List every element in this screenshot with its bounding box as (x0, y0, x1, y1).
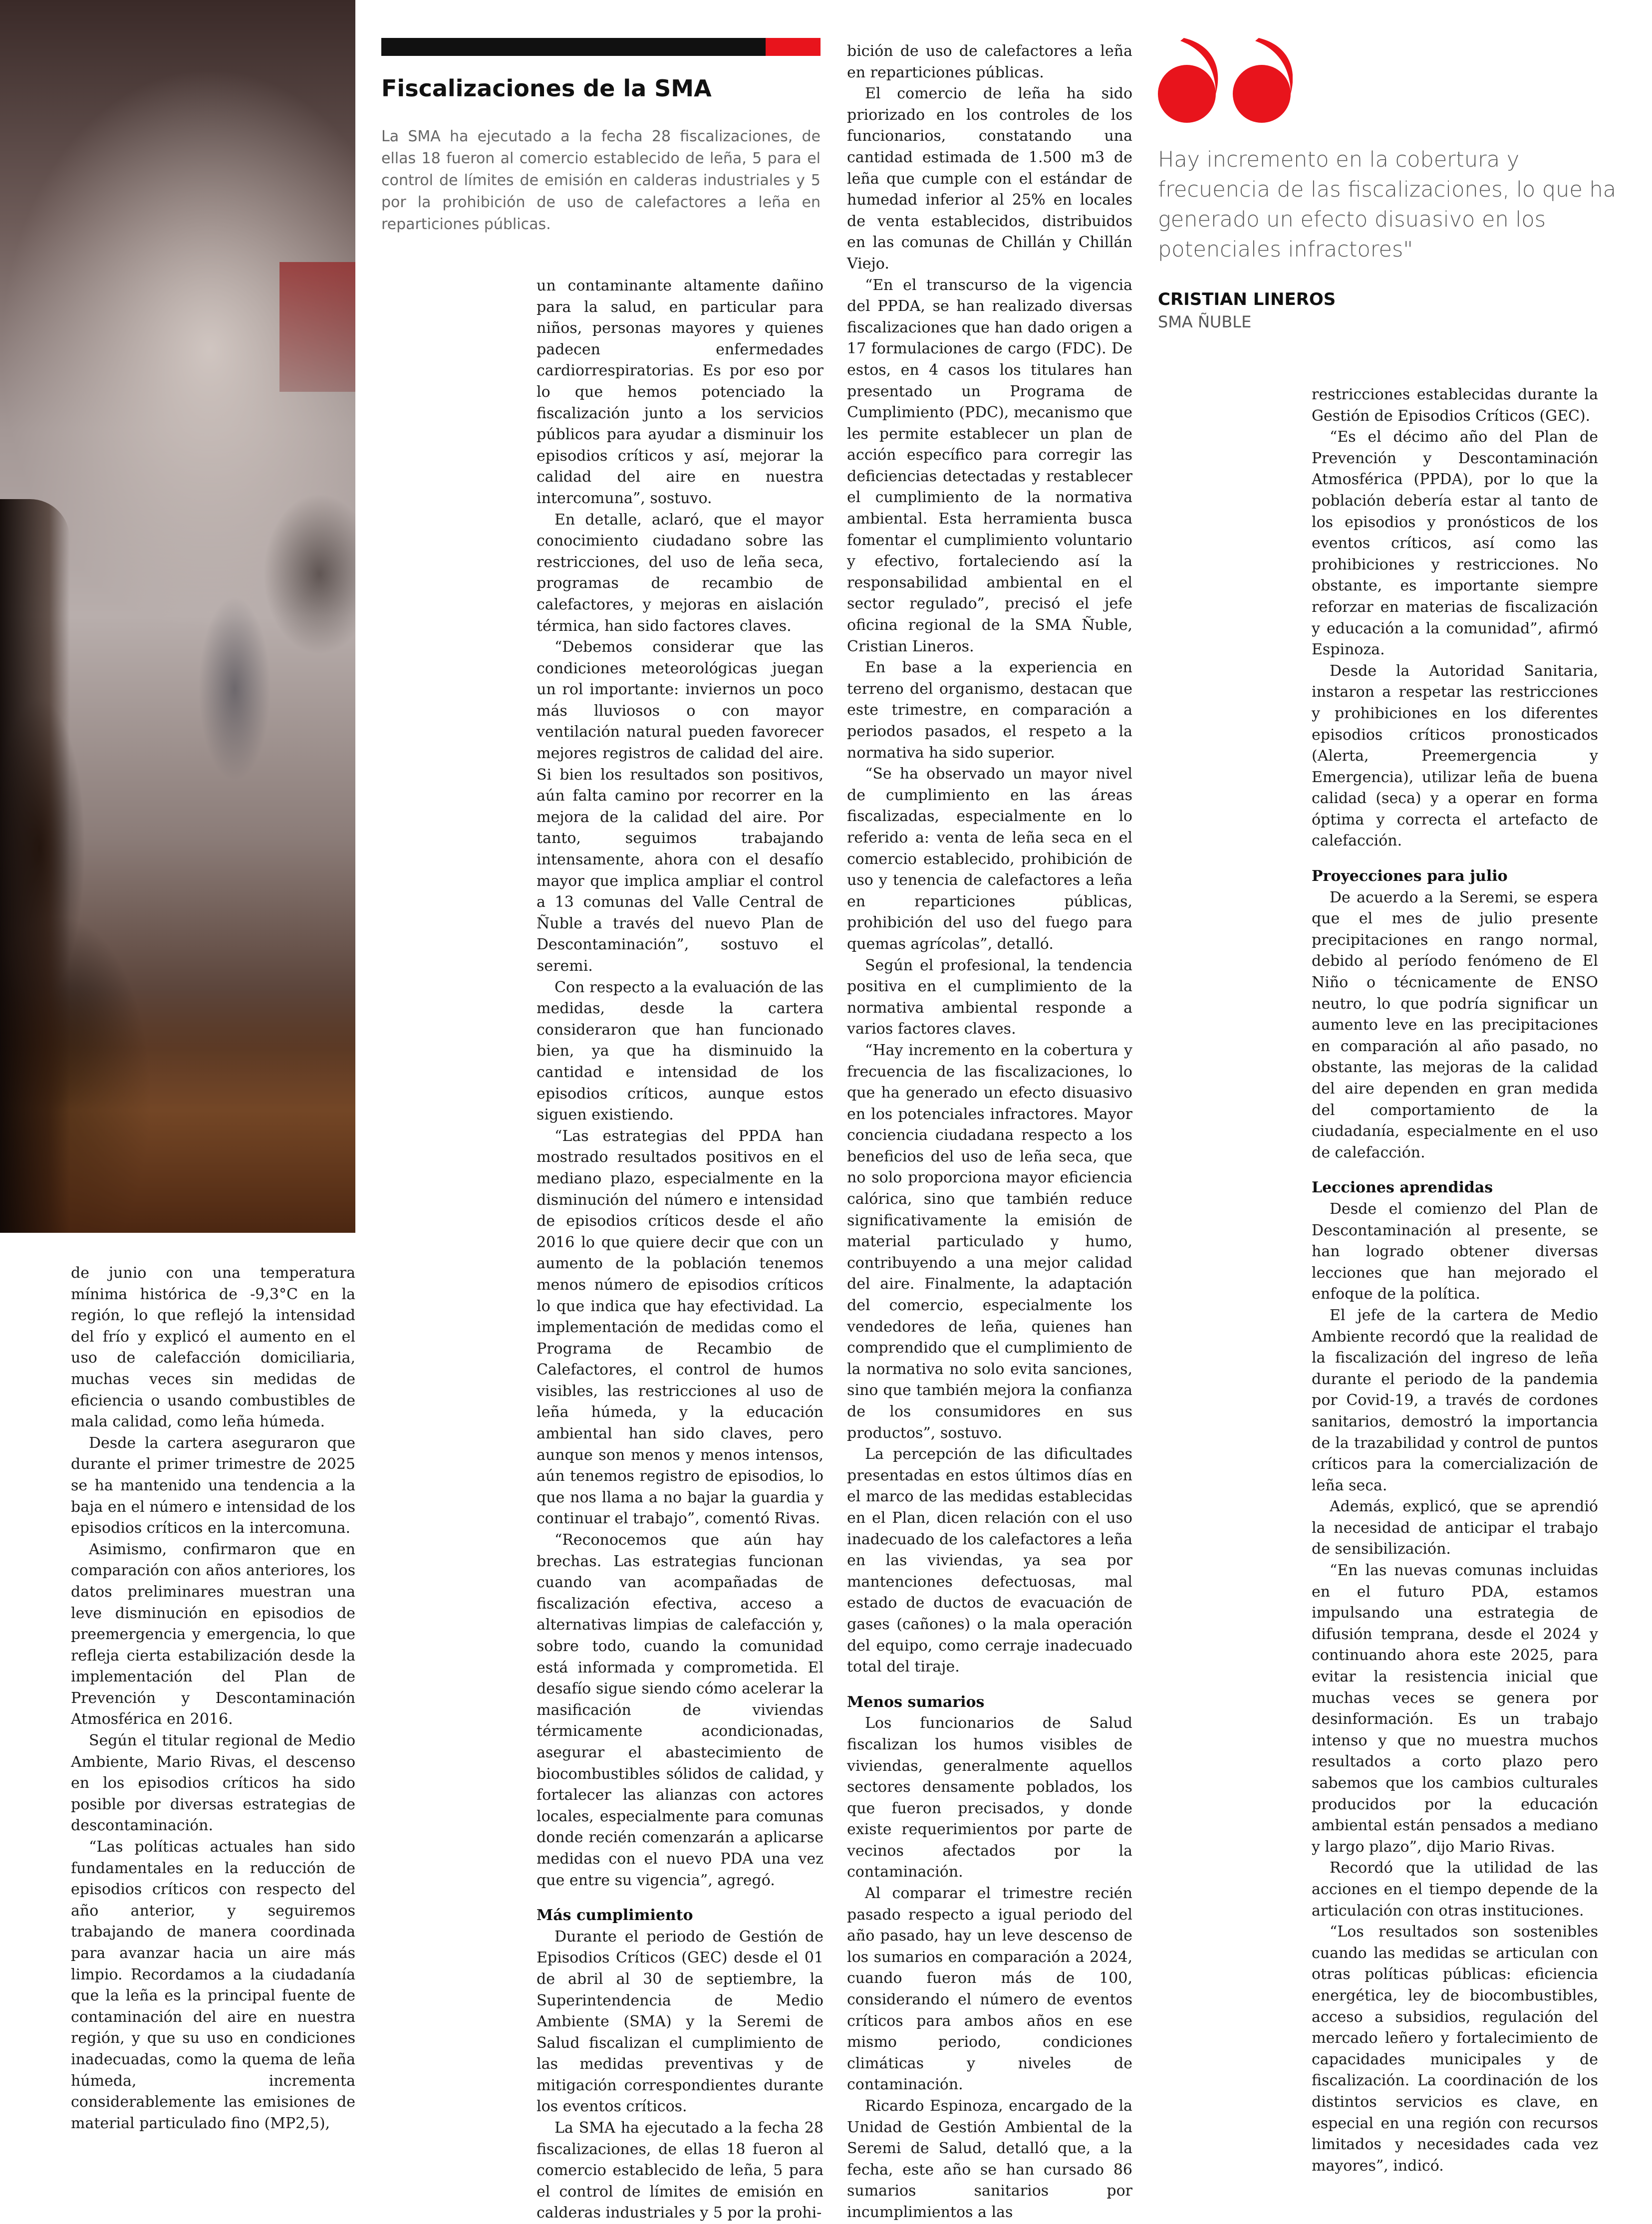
paragraph: De acuerdo a la Seremi, se espera que el mes de julio presente precipitaciones en rango normal, debido al período fenómeno de El Niño o técnicamente de ENSO neutro, lo que podría significar un aumento leve en las precipitaciones en comparación al año pasado, no obstante, las mejoras de la calidad del aire dependen en gran medida del comportamiento de la ciudadanía, especialmente en el uso de calefacción. (1312, 888, 1598, 1161)
paragraph: Los funcionarios de Salud fiscalizan los humos visibles de viviendas, generalmente aquellos sectores densamente poblados, los que fueron precisados, y donde existe requerimientos por parte de vecinos afectados por la contaminación. (847, 1714, 1132, 1881)
paragraph: La percepción de las dificultades presentadas en estos últimos días en el marco de las medidas establecidas en el Plan, dicen relación con el uso inadecuado de los calefactores a leña en las viviendas, ya sea por mantenciones defectuosas, mal estado de ductos de evacuación de gases (cañones) o la mala operación del equipo, como cerraje inadecuado total del tiraje. (847, 1445, 1132, 1676)
article-photo (0, 0, 355, 1233)
box-title: Fiscalizaciones de la SMA (381, 75, 712, 102)
article-column-1 (71, 1263, 355, 2134)
paragraph: un contaminante altamente dañino para la salud, en particular para niños, personas mayores y quienes padecen enfermedades cardiorrespiratorias. Es por eso por lo que hemos potenciado la fiscalización junto a los servicios públicos para ayudar a disminuir los episodios críticos y así, mejorar la calidad del aire en nuestra intercomuna”, sostuvo. (537, 277, 824, 507)
paragraph: “Es el décimo año del Plan de Prevención y Descontaminación Atmosférica (PPDA), por lo que la población debería estar al tanto de los episodios y pronósticos de los eventos críticos, así como las prohibiciones y restricciones. No obstante, es importante siempre reforzar en materias de fiscalización y educación a la comunidad”, afirmó Espinoza. (1312, 428, 1598, 659)
paragraph: “Hay incremento en la cobertura y frecuencia de las fiscalizaciones, lo que ha generado un efecto disuasivo en los potenciales infractores. Mayor conciencia ciudadana respecto a los beneficios del uso de leña seca, que no solo proporciona mayor eficiencia calórica, sino que también reduce significativamente la emisión de material particulado y humo, contribuyendo a una mejor calidad del aire. Finalmente, la adaptación del comercio, especialmente los vendedores de leña, quienes han comprendido que el cumplimiento de la normativa no solo evita sanciones, sino que también mejora la confianza de los consumidores en sus productos”, sostuvo. (847, 1041, 1132, 1442)
paragraph: Según el titular regional de Medio Ambiente, Mario Rivas, el descenso en los episodios críticos ha sido posible por diversas estrategias de descontaminación. (71, 1732, 355, 1835)
photo-sign (279, 262, 355, 392)
paragraph: “Reconocemos que aún hay brechas. Las estrategias funcionan cuando van acompañadas de fiscalización efectiva, acceso a alternativas limpias de calefacción y, sobre todo, cuando la comunidad está informada y comprometida. El desafío sigue siendo cómo acelerar la masificación de viviendas térmicamente acondicionadas, asegurar el abastecimiento de biocombustibles sólidos de calidad, y fortalecer las alianzas con actores locales, especialmente para comunas donde recién comenzarán a aplicarse medidas con el nuevo PDA una vez que entre su vigencia”, agregó. (537, 1531, 824, 1889)
paragraph: Además, explicó, que se aprendió la necesidad de anticipar el trabajo de sensibilización. (1312, 1498, 1598, 1558)
paragraph: En base a la experiencia en terreno del organismo, destacan que este trimestre, en comparación a periodos pasados, el respeto a la normativa ha sido superior. (847, 659, 1132, 762)
paragraph: El comercio de leña ha sido priorizado en los controles de los funcionarios, constatando una cantidad estimada de 1.500 m3 de leña que cumple con el estándar de humedad inferior al 25% en locales de venta establecidos, distribuidos en las comunas de Chillán y Chillán Viejo. (847, 85, 1132, 273)
box-text: La SMA ha ejecutado a la fecha 28 fiscalizaciones, de ellas 18 fueron al comercio establecido de leña, 5 para el control de límites de emisión en calderas industriales y 5 por la prohibición de uso de calefactores a leña en reparticiones públicas. (381, 128, 821, 233)
paragraph: El jefe de la cartera de Medio Ambiente recordó que la realidad de la fiscalización del ingreso de leña durante el periodo de la pandemia por Covid-19, a través de cordones sanitarios, demostró la importancia de la trazabilidad y control de puntos críticos para la comercialización de leña seca. (1312, 1306, 1598, 1494)
paragraph: Con respecto a la evaluación de las medidas, desde la cartera consideraron que han funcionado bien, ya que ha disminuido la cantidad e intensidad de los episodios críticos, aunque estos siguen existiendo. (537, 978, 824, 1124)
paragraph: Ricardo Espinoza, encargado de la Unidad de Gestión Ambiental de la Seremi de Salud, detalló que, a la fecha, este año se han cursado 86 sumarios sanitarios por incumplimientos a las (847, 2097, 1132, 2221)
photo-person-silhouette (0, 499, 70, 1233)
paragraph: restricciones establecidas durante la Gestión de Episodios Críticos (GEC). (1312, 386, 1598, 425)
paragraph: “Las estrategias del PPDA han mostrado resultados positivos en el mediano plazo, especialmente en la disminución del número e intensidad de episodios críticos desde el año 2016 lo que quiere decir que con un aumento de la población tenemos menos número de episodios críticos lo que indica que hay efectividad. La implementación de medidas como el Programa de Recambio de Calefactores, el control de humos visibles, las restricciones al uso de leña húmeda, y la educación ambiental han sido claves, pero aunque son menos y menos intensos, aún tenemos registro de episodios, lo que nos llama a no bajar la guardia y continuar el trabajo”, comentó Rivas. (537, 1127, 824, 1528)
paragraph: Según el profesional, la tendencia positiva en el cumplimiento de la normativa ambiental responde a varios factores claves. (847, 956, 1132, 1038)
article-column-4 (1312, 384, 1598, 2177)
paragraph: Desde la Autoridad Sanitaria, instaron a respetar las restricciones y prohibiciones en los diferentes episodios críticos pronosticados (Alerta, Preemergencia y Emergencia), utilizar leña de buena calidad (seca) y a operar en forma óptima y correcta el artefacto de calefacción. (1312, 662, 1598, 850)
pull-quote-author: CRISTIAN LINEROS (1158, 289, 1336, 309)
paragraph: En detalle, aclaró, que el mayor conocimiento ciudadano sobre las restricciones, del uso de leña seca, programas de recambio de calefactores, y mejoras en aislación térmica, han sido factores claves. (537, 511, 824, 635)
article-column-3 (847, 41, 1132, 2224)
paragraph: “Debemos considerar que las condiciones meteorológicas juegan un rol importante: inviernos un poco más lluviosos o con mayor ventilación natural pueden favorecer mejores registros de calidad del aire. Si bien los resultados son positivos, aún falta camino por recorrer en la mejora de la calidad del aire. Por tanto, seguimos trabajando intensamente, ahora con el desafío mayor que implica ampliar el control a 13 comunas del Valle Central de Ñuble a través del nuevo Plan de Descontaminación”, sostuvo el seremi. (537, 638, 824, 975)
paragraph: “Las políticas actuales han sido fundamentales en la reducción de episodios críticos con respecto del año anterior, y seguiremos trabajando de manera coordinada para avanzar hacia un aire más limpio. Recordamos a la ciudadanía que la leña es la principal fuente de contaminación del aire en nuestra región, y que su uso en condiciones inadecuadas, como la quema de leña húmeda, incrementa considerablemente las emisiones de material particulado fino (MP2,5), (71, 1838, 355, 2132)
pull-quote-text: Hay incremento en la cobertura y frecuencia de las fiscalizaciones, lo que ha generado un efecto disuasivo en los potenciales infractores" (1158, 147, 1617, 262)
article-column-2 (537, 276, 824, 2224)
paragraph: “Se ha observado un mayor nivel de cumplimiento en las áreas fiscalizadas, especialmente en lo referido a: venta de leña seca en el comercio establecido, prohibición de uso y tenencia de calefactores a leña en reparticiones públicas, prohibición del uso del fuego para quemas agrícolas”, detalló. (847, 765, 1132, 953)
paragraph: Al comparar el trimestre recién pasado respecto a igual periodo del año pasado, hay un leve descenso de los sumarios en comparación a 2024, cuando fueron más de 100, considerando el número de eventos críticos para ambos años en ese mismo periodo, condiciones climáticas y niveles de contaminación. (847, 1885, 1132, 2094)
paragraph: de junio con una temperatura mínima histórica de -9,3°C en la región, lo que reflejó la intensidad del frío y explicó el aumento en el uso de calefacción domiciliaria, muchas veces sin medidas de eficiencia o usando combustibles de mala calidad, como leña húmeda. (71, 1264, 355, 1431)
paragraph: “En el transcurso de la vigencia del PPDA, se han realizado diversas fiscalizaciones que han dado origen a 17 formulaciones de cargo (FDC). De estos, en 4 casos los titulares han presentado un Programa de Cumplimiento (PDC), mecanismo que les permite establecer un plan de acción específico para corregir las deficiencias detectadas y restablecer el cumplimiento de la normativa ambiental. Esta herramienta busca fomentar el cumplimiento voluntario y efectivo, fortaleciendo así la responsabilidad ambiental en el sector regulado”, precisó el jefe oficina regional de la SMA Ñuble, Cristian Lineros. (847, 276, 1132, 655)
quote-mark-icon (1158, 38, 1293, 123)
paragraph: “Los resultados son sostenibles cuando las medidas se articulan con otras políticas públicas: eficiencia energética, ley de biocombustibles, acceso a subsidios, regulación del mercado leñero y fortalecimiento de capacidades municipales y de fiscalización. La coordinación de los distintos servicios es clave, en especial en una región con recursos limitados y necesidades cada vez mayores”, indicó. (1312, 1923, 1598, 2175)
paragraph: La SMA ha ejecutado a la fecha 28 fiscalizaciones, de ellas 18 fueron al comercio establecido de leña, 5 para el control de límites de emisión en calderas industriales y 5 por la prohi- (537, 2119, 824, 2222)
paragraph: Desde el comienzo del Plan de Descontaminación al presente, se han logrado obtener diversas lecciones que han mejorado el enfoque de la política. (1312, 1200, 1598, 1303)
pull-quote-role: SMA ÑUBLE (1158, 312, 1252, 331)
paragraph: “En las nuevas comunas incluidas en el futuro PDA, estamos impulsando una estrategia de difusión temprana, desde el 2024 y continuando ahora este 2025, para evitar la resistencia inicial que muchas veces se genera por desinformación. Es un trabajo intenso y que no muestra muchos resultados a corto plazo pero sabemos que los cambios culturales producidos por la educación ambiental están pensados a mediano y largo plazo”, dijo Mario Rivas. (1312, 1562, 1598, 1856)
box-top-bar (381, 38, 766, 56)
paragraph: Desde la cartera aseguraron que durante el primer trimestre de 2025 se ha mantenido una tendencia a la baja en el número e intensidad de los episodios críticos en la intercomuna. (71, 1434, 355, 1537)
paragraph: Asimismo, confirmaron que en comparación con años anteriores, los datos preliminares muestran una leve disminución en episodios de preemergencia y emergencia, lo que refleja cierta estabilización desde la implementación del Plan de Prevención y Descontaminación Atmosférica en 2016. (71, 1540, 355, 1728)
box-top-bar-accent (766, 38, 821, 56)
paragraph: Durante el periodo de Gestión de Episodios Críticos (GEC) desde el 01 de abril al 30 de septiembre, la Superintendencia de Medio Ambiente (SMA) y la Seremi de Salud fiscalizan el cumplimiento de las medidas preventivas y de mitigación correspondientes durante los eventos críticos. (537, 1928, 824, 2116)
subheading: Lecciones aprendidas (1312, 1179, 1493, 1197)
subheading: Proyecciones para julio (1312, 867, 1508, 885)
paragraph: Recordó que la utilidad de las acciones en el tiempo depende de la articulación con otras instituciones. (1312, 1859, 1598, 1920)
subheading: Menos sumarios (847, 1693, 985, 1711)
paragraph: bición de uso de calefactores a leña en reparticiones públicas. (847, 42, 1132, 81)
subheading: Más cumplimiento (537, 1907, 693, 1925)
